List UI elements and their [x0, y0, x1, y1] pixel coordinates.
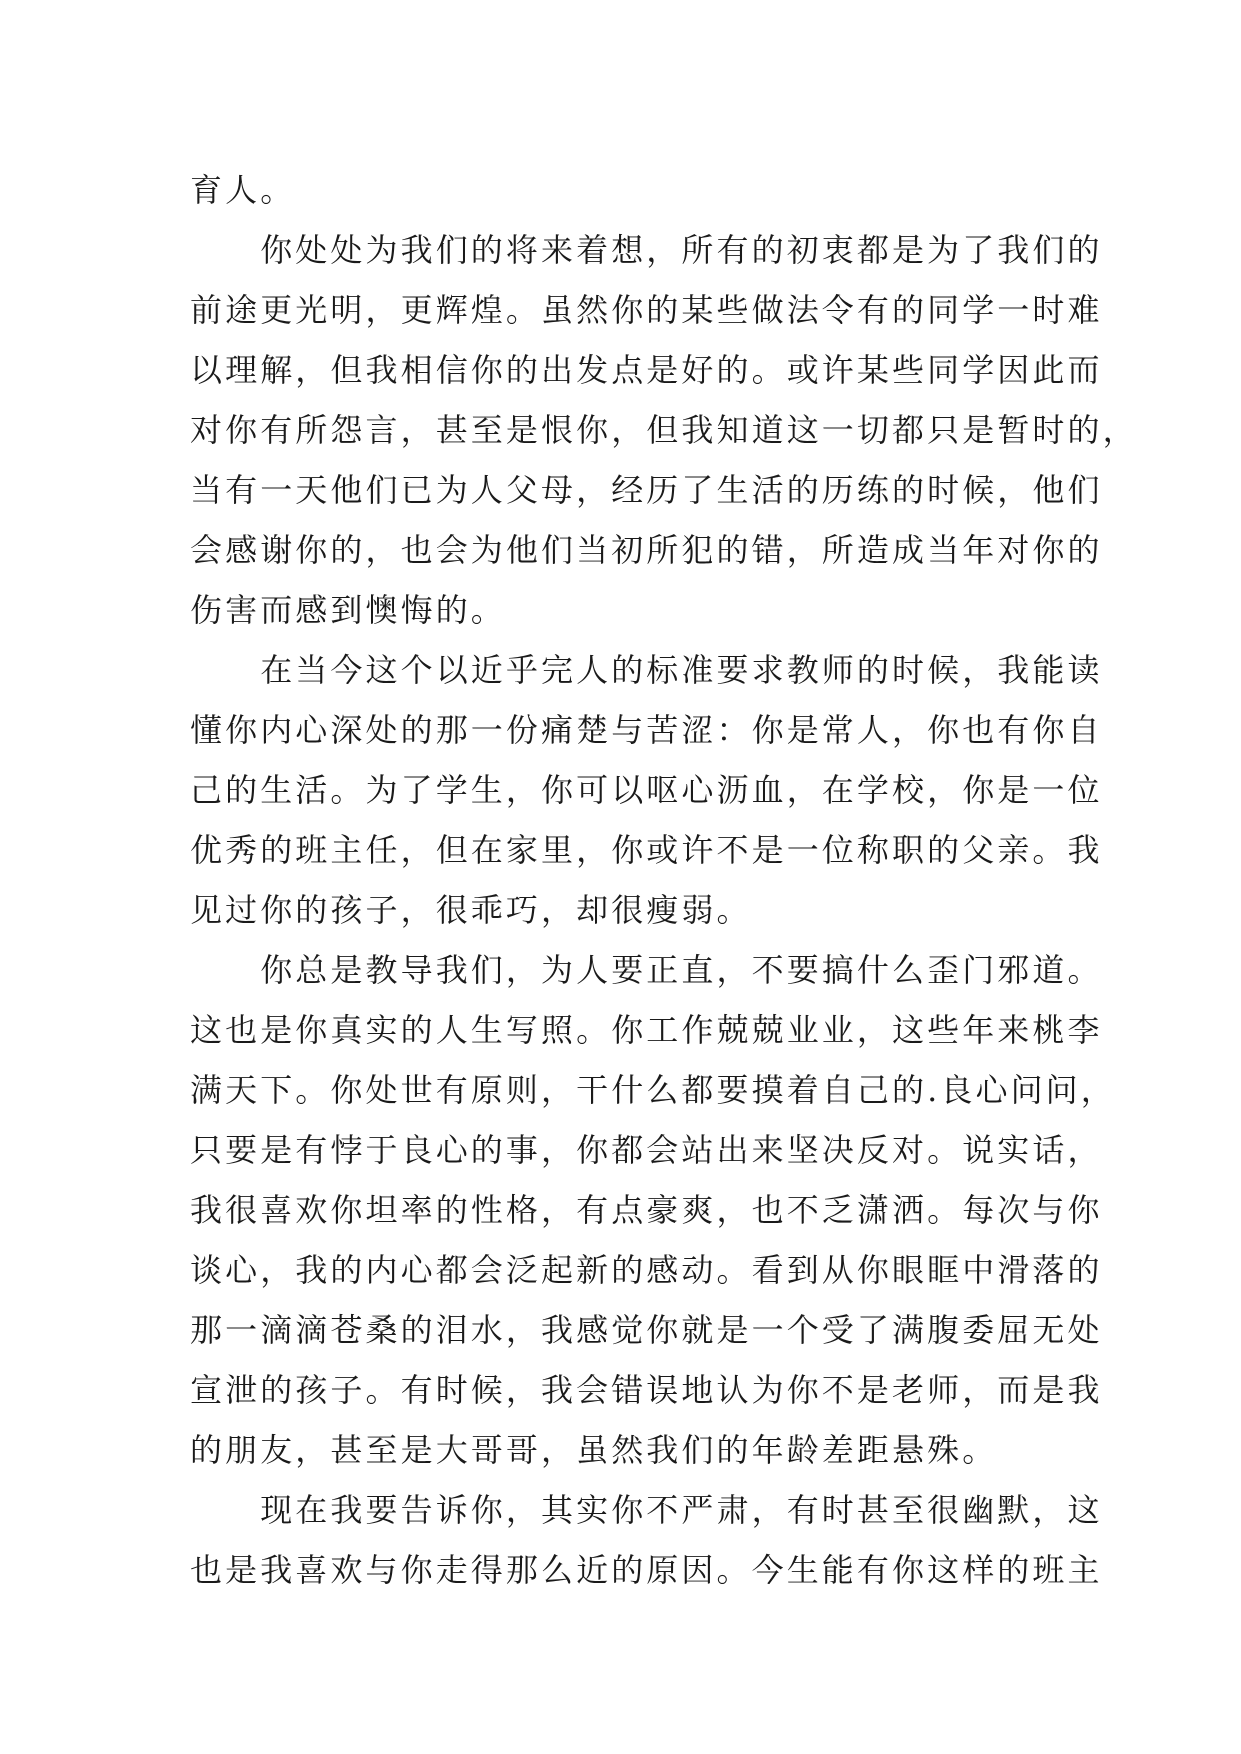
text-line: 优秀的班主任，但在家里，你或许不是一位称职的父亲。我	[190, 831, 1103, 869]
text-line: 懂你内心深处的那一份痛楚与苦涩：你是常人，你也有你自	[190, 711, 1103, 749]
text-line: 你总是教导我们，为人要正直，不要搞什么歪门邪道。	[190, 951, 1103, 989]
text-line: 也是我喜欢与你走得那么近的原因。今生能有你这样的班主	[190, 1551, 1103, 1589]
text-line: 会感谢你的，也会为他们当初所犯的错，所造成当年对你的	[190, 531, 1103, 569]
text-line: 当有一天他们已为人父母，经历了生活的历练的时候，他们	[190, 471, 1103, 509]
document-body	[190, 160, 1138, 1600]
text-line: 这也是你真实的人生写照。你工作兢兢业业，这些年来桃李	[190, 1011, 1103, 1049]
text-line: 宣泄的孩子。有时候，我会错误地认为你不是老师，而是我	[190, 1371, 1103, 1409]
text-line: 那一滴滴苍桑的泪水，我感觉你就是一个受了满腹委屈无处	[190, 1311, 1103, 1349]
text-line: 育人。	[190, 171, 296, 209]
text-line: 己的生活。为了学生，你可以呕心沥血，在学校，你是一位	[190, 771, 1103, 809]
text-line: 我很喜欢你坦率的性格，有点豪爽，也不乏潇洒。每次与你	[190, 1191, 1103, 1229]
text-line: 的朋友，甚至是大哥哥，虽然我们的年龄差距悬殊。	[190, 1431, 998, 1469]
text-line: 在当今这个以近乎完人的标准要求教师的时候，我能读	[190, 651, 1103, 689]
text-line: 现在我要告诉你，其实你不严肃，有时甚至很幽默，这	[190, 1491, 1103, 1529]
text-line: 只要是有悖于良心的事，你都会站出来坚决反对。说实话，	[190, 1131, 1103, 1169]
text-line: 对你有所怨言，甚至是恨你，但我知道这一切都只是暂时的，	[190, 411, 1138, 449]
text-line: 以理解，但我相信你的出发点是好的。或许某些同学因此而	[190, 351, 1103, 389]
text-line: 前途更光明，更辉煌。虽然你的某些做法令有的同学一时难	[190, 291, 1103, 329]
text-line: 伤害而感到懊悔的。	[190, 591, 506, 629]
text-line: 谈心，我的内心都会泛起新的感动。看到从你眼眶中滑落的	[190, 1251, 1103, 1289]
text-line: 满天下。你处世有原则，干什么都要摸着自己的.良心问问，	[190, 1071, 1116, 1109]
text-line: 你处处为我们的将来着想，所有的初衷都是为了我们的	[190, 231, 1103, 269]
text-line: 见过你的孩子，很乖巧，却很瘦弱。	[190, 891, 752, 929]
